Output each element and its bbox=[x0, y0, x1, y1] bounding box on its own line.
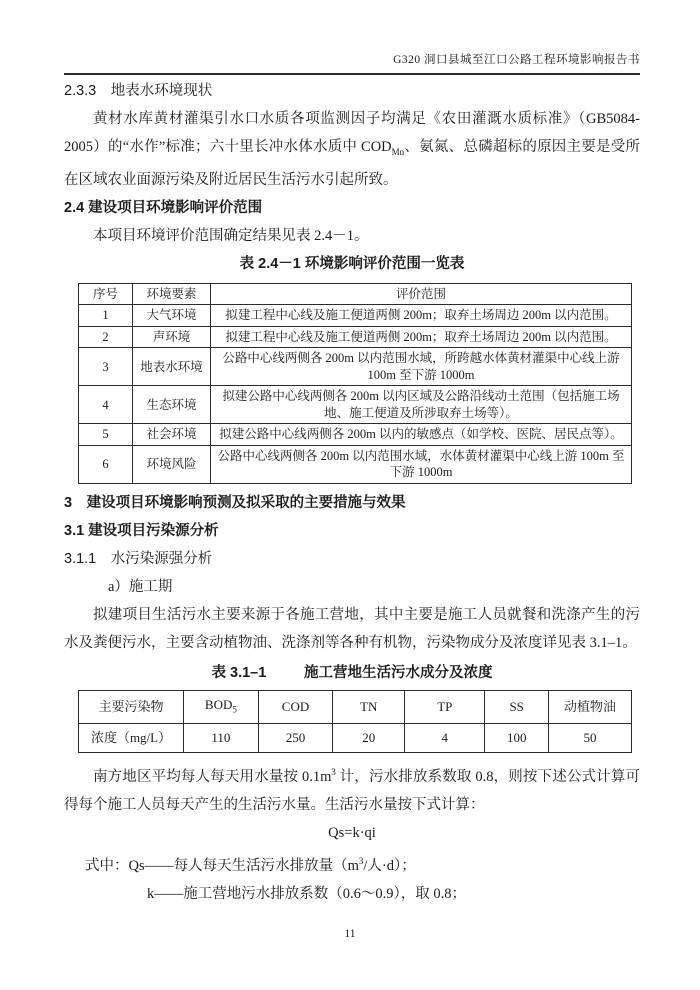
cell-scope: 公路中心线两侧各 200m 以内范围水域，所跨越水体黄材灌渠中心线上游 100m 至下游 1000m bbox=[211, 348, 632, 386]
col-header-ss: SS bbox=[485, 690, 549, 724]
cell-no: 3 bbox=[79, 348, 133, 386]
definition-k: k——施工营地污水排放系数（0.6～0.9），取 0.8； bbox=[147, 886, 466, 903]
bod-subscript: 5 bbox=[232, 704, 237, 715]
cell-tp-value: 4 bbox=[405, 724, 485, 753]
paragraph-water-usage-text: 南方地区平均每人每天用水量按 0.1m bbox=[93, 769, 332, 786]
formula-qs: Qs=k·qi bbox=[328, 825, 376, 842]
cell-cod-value: 250 bbox=[258, 724, 333, 753]
col-header-oil: 动植物油 bbox=[548, 690, 631, 724]
heading-2-4: 2.4 建设项目环境影响评价范围 bbox=[64, 199, 263, 216]
table-row bbox=[79, 445, 632, 483]
cell-scope: 拟建公路中心线两侧各 200m 以内区域及公路沿线动土范围（包括施工场地、施工便道及所涉取弃土场等）。 bbox=[211, 386, 632, 424]
heading-3: 3 建设项目环境影响预测及拟采取的主要措施与效果 bbox=[64, 494, 406, 511]
sewage-table-label: 表 3.1–1 bbox=[211, 664, 267, 681]
heading-2-3-3: 2.3.3 地表水环境现状 bbox=[64, 83, 213, 99]
cell-factor: 地表水环境 bbox=[133, 348, 211, 386]
cell-no: 5 bbox=[79, 424, 133, 446]
cell-factor: 环境风险 bbox=[133, 445, 211, 483]
definition-qs bbox=[64, 847, 640, 880]
paragraph-scope-intro: 本项目环境评价范围确定结果见表 2.4－1。 bbox=[93, 227, 369, 244]
scope-table-header-row bbox=[79, 283, 632, 305]
paragraph-sewage-source: 拟建项目生活污水主要来源于各施工营地，其中主要是施工人员就餐和洗涤产生的污水及粪便污水，主要含动植物油、洗涤剂等各种有机物，污染物成分及浓度详见表 3.1–1。 bbox=[64, 606, 640, 651]
bod-label: BOD bbox=[204, 696, 233, 712]
scope-table-title: 表 2.4－1 环境影响评价范围一览表 bbox=[239, 255, 465, 272]
definition-qs-text-2: /人·d）； bbox=[363, 858, 416, 875]
col-header-pollutant: 主要污染物 bbox=[79, 690, 184, 724]
sewage-header-row bbox=[79, 690, 632, 724]
table-row bbox=[79, 424, 632, 446]
table-row bbox=[79, 326, 632, 348]
paragraph-water-quality bbox=[64, 105, 640, 194]
cell-no: 4 bbox=[79, 386, 133, 424]
cell-bod-value: 110 bbox=[184, 724, 259, 753]
page-header bbox=[64, 52, 640, 75]
cell-scope: 拟建工程中心线及施工便道两侧 200m；取弃土场周边 200m 以内范围。 bbox=[211, 326, 632, 348]
table-row bbox=[79, 348, 632, 386]
paragraph-water-quality-text-2: 、氨氮、总磷超标的原因主要是受所在区域农业面源污染及附近居民生活污水引起所致。 bbox=[64, 139, 641, 188]
table-row bbox=[79, 386, 632, 424]
cubic-meter-superscript: 3 bbox=[331, 767, 336, 778]
cell-oil-value: 50 bbox=[548, 724, 631, 753]
cell-factor: 声环境 bbox=[133, 326, 211, 348]
heading-3-1: 3.1 建设项目污染源分析 bbox=[64, 522, 219, 539]
paragraph-water-quality-text: 黄材水库黄材灌渠引水口水质各项监测因子均满足《农田灌溉水质标准》（GB5084-2005）的“水作”标准；六十里长冲水体水质中 COD bbox=[64, 111, 640, 155]
cell-no: 6 bbox=[79, 445, 133, 483]
col-header-bod bbox=[184, 690, 259, 724]
sewage-table-title bbox=[64, 659, 640, 687]
cell-factor: 大气环境 bbox=[133, 305, 211, 327]
list-item-a: a）施工期 bbox=[108, 578, 173, 595]
cell-scope: 公路中心线两侧各 200m 以内范围水域，水体黄材灌渠中心线上游 100m 至下游 1000m bbox=[211, 445, 632, 483]
definition-qs-text: 式中：Qs——每人每天生活污水排放量（m bbox=[85, 858, 359, 875]
col-header-no: 序号 bbox=[79, 283, 133, 305]
cell-scope: 拟建公路中心线两侧各 200m 以内的敏感点（如学校、医院、居民点等）。 bbox=[211, 424, 632, 446]
paragraph-water-usage-text-2: 计，污水排放系数取 0.8，则按下述公式计算可得每个施工人员每天产生的生活污水量。生活污水量按下式计算： bbox=[64, 769, 640, 814]
col-header-cod: COD bbox=[258, 690, 333, 724]
table-row bbox=[79, 724, 632, 753]
cell-factor: 生态环境 bbox=[133, 386, 211, 424]
cell-concentration-label: 浓度（mg/L） bbox=[79, 724, 184, 753]
cell-no: 2 bbox=[79, 326, 133, 348]
col-header-scope: 评价范围 bbox=[211, 283, 632, 305]
scope-table bbox=[78, 283, 632, 484]
col-header-tn: TN bbox=[333, 690, 405, 724]
report-title: G320 洞口县城至江口公路工程环境影响报告书 bbox=[393, 54, 640, 66]
cell-no: 1 bbox=[79, 305, 133, 327]
cod-mn-subscript: Mn bbox=[391, 146, 405, 157]
table-row bbox=[79, 305, 632, 327]
heading-3-1-1: 3.1.1 水污染源强分析 bbox=[64, 550, 213, 567]
cell-factor: 社会环境 bbox=[133, 424, 211, 446]
cell-tn-value: 20 bbox=[333, 724, 405, 753]
sewage-table bbox=[78, 690, 632, 754]
sewage-table-caption: 施工营地生活污水成分及浓度 bbox=[304, 664, 493, 681]
cubic-meter-superscript: 3 bbox=[358, 856, 364, 867]
paragraph-water-usage bbox=[64, 758, 640, 819]
cell-ss-value: 100 bbox=[485, 724, 549, 753]
cell-scope: 拟建工程中心线及施工便道两侧 200m；取弃土场周边 200m 以内范围。 bbox=[211, 305, 632, 327]
page-number: 11 bbox=[344, 928, 356, 940]
col-header-tp: TP bbox=[405, 690, 485, 724]
col-header-factor: 环境要素 bbox=[133, 283, 211, 305]
